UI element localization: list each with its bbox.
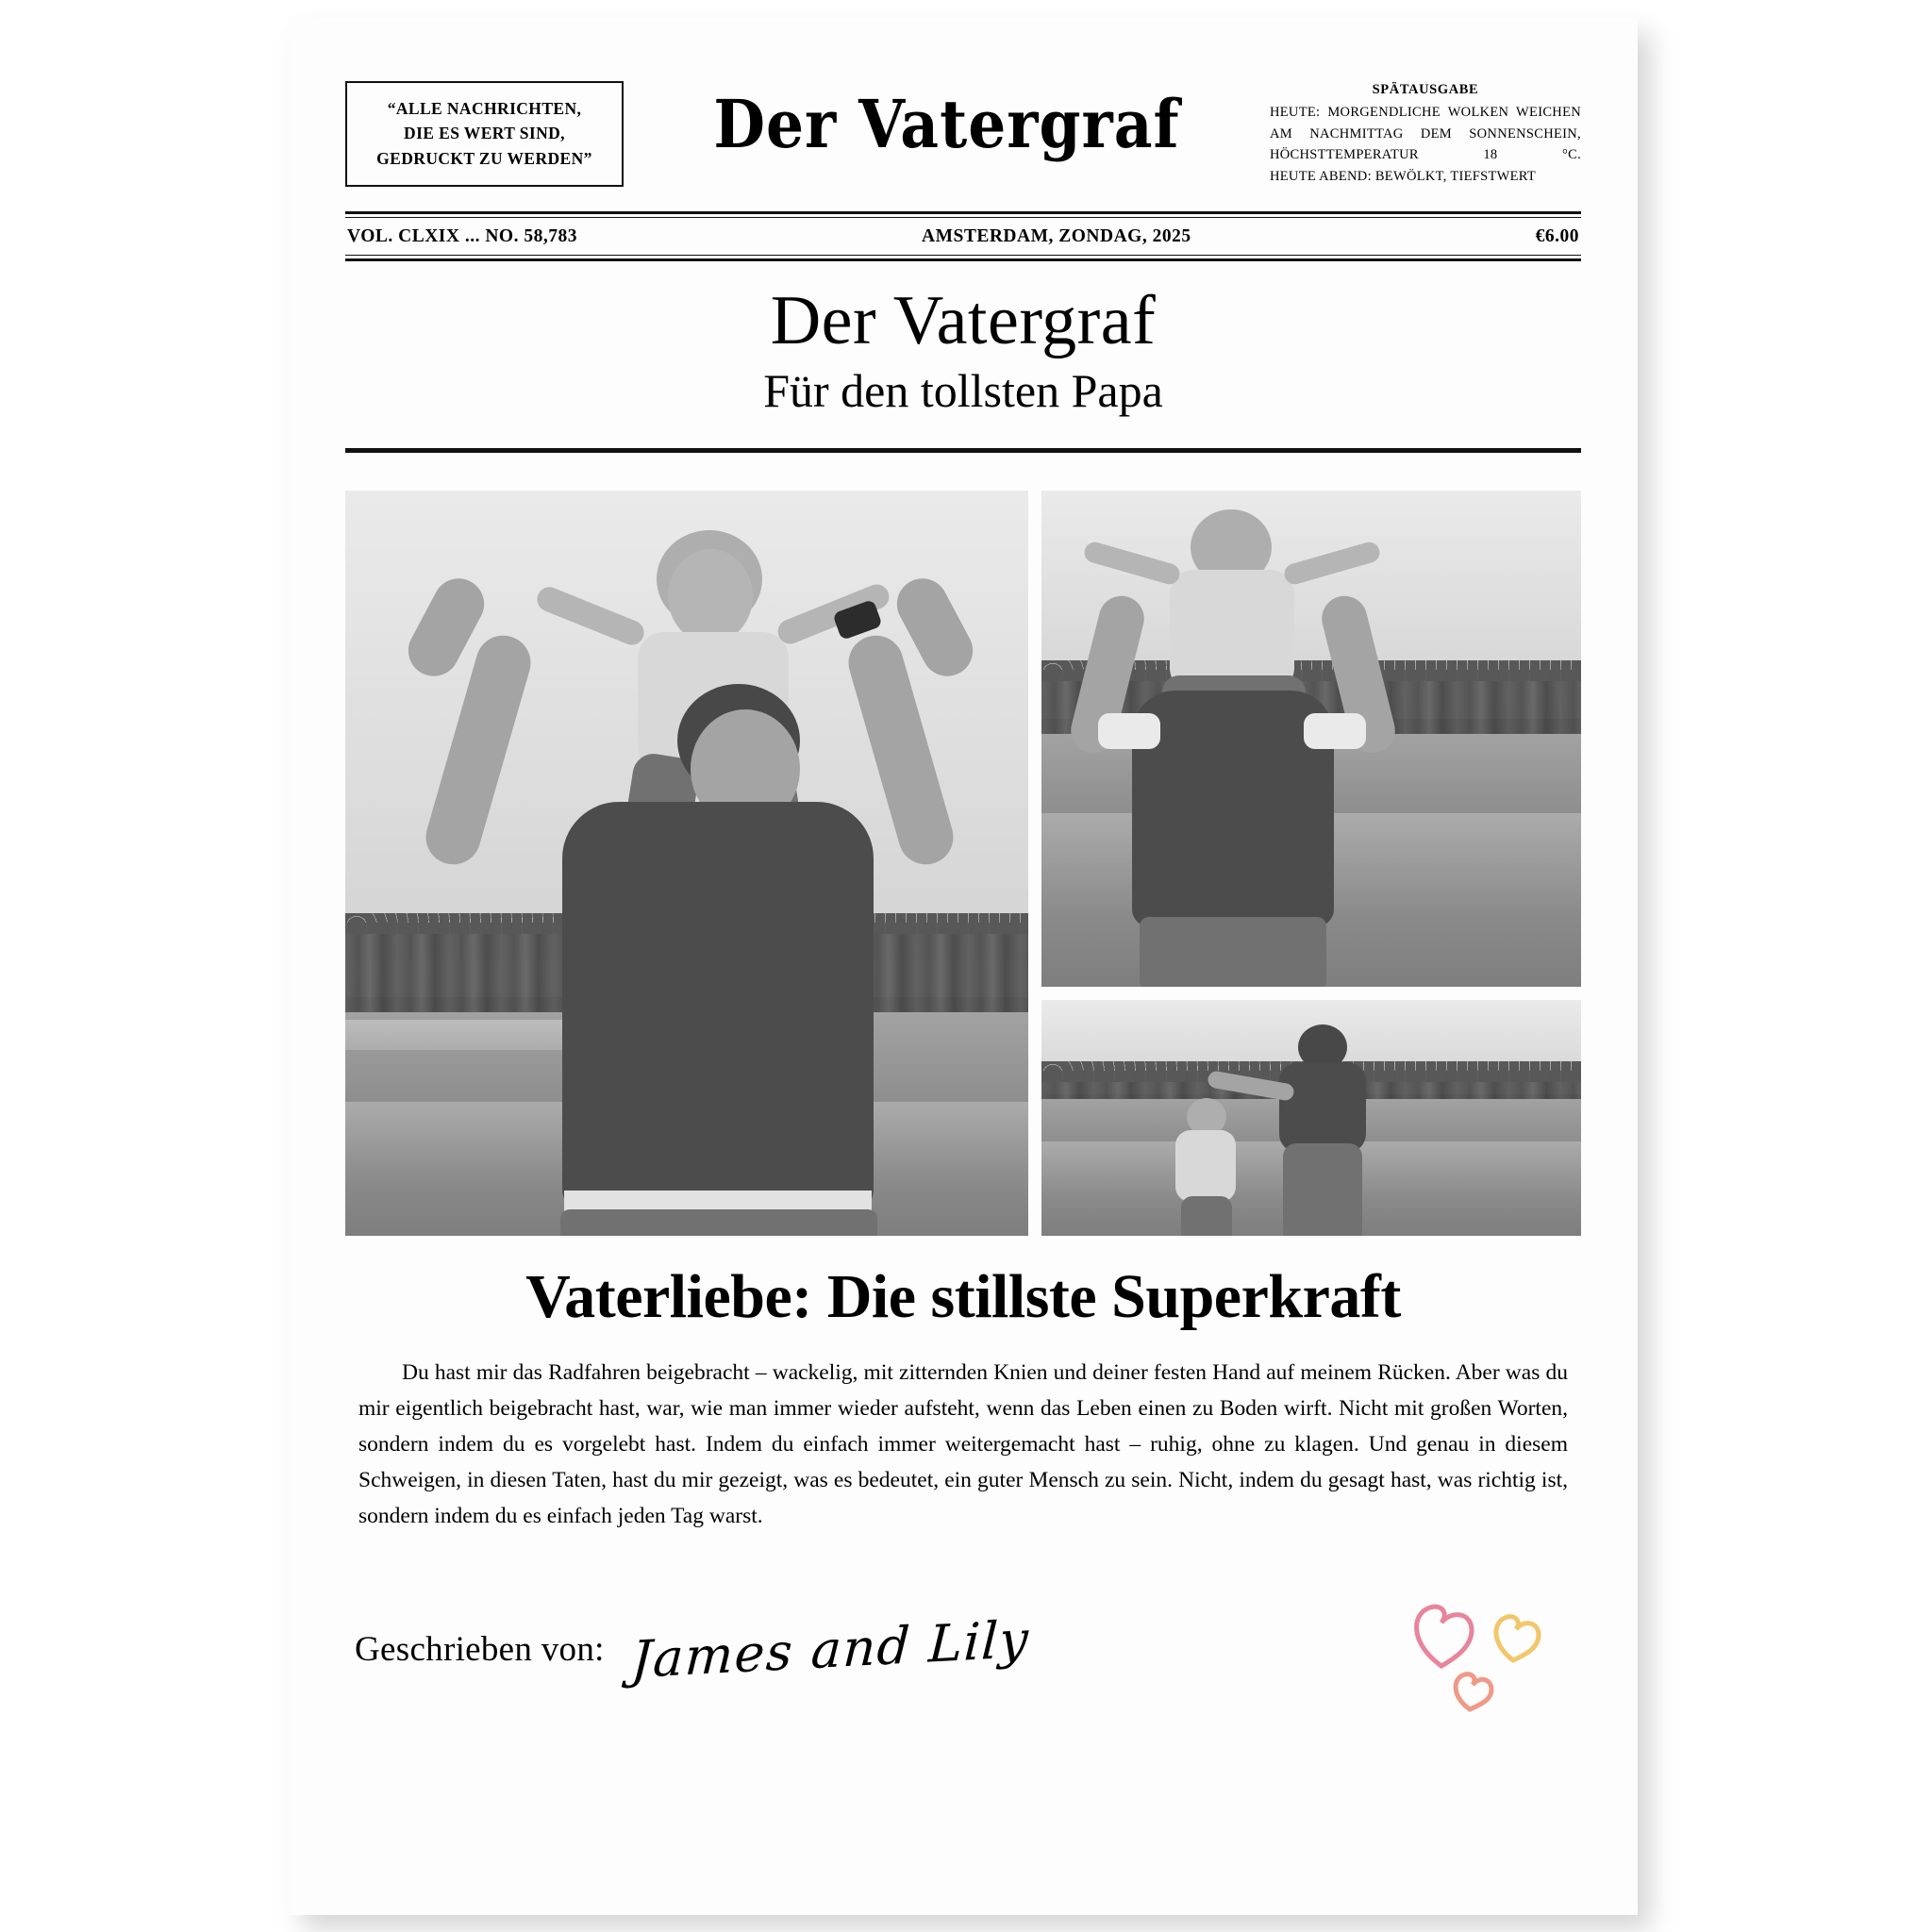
photo-father-and-son-from-behind bbox=[1041, 491, 1581, 987]
signature-row bbox=[345, 1589, 1581, 1711]
article-headline: Vaterliebe: Die stillste Superkraft bbox=[525, 1262, 1401, 1332]
issue-line bbox=[345, 218, 1581, 255]
issue-rule-thin bbox=[345, 255, 1581, 256]
hearts-decoration bbox=[1389, 1585, 1577, 1717]
hearts-svg bbox=[1389, 1585, 1577, 1717]
signature-name: James and Lily bbox=[629, 1609, 1031, 1690]
issue-place-date: AMSTERDAM, ZONDAG, 2025 bbox=[922, 226, 1191, 247]
motto-box bbox=[345, 81, 624, 187]
motto-line-3: GEDRUCKT ZU WERDEN” bbox=[376, 148, 592, 168]
heart-coral-icon bbox=[1456, 1674, 1491, 1709]
weather-line-2: HEUTE ABEND: BEWÖLKT, TIEFSTWERT bbox=[1270, 168, 1537, 184]
newspaper-sheet bbox=[289, 17, 1638, 1915]
weather-line-1: HEUTE: MORGENDLICHE WOLKEN WEICHEN AM NACHMITTAG DEM SONNENSCHEIN, HÖCHSTTEMPERATUR 18 °C. bbox=[1270, 105, 1581, 163]
motto-line-1: “ALLE NACHRICHTEN, bbox=[387, 99, 582, 118]
issue-price: €6.00 bbox=[1535, 226, 1579, 247]
motto-line-2: DIE ES WERT SIND, bbox=[404, 124, 565, 143]
title-rule bbox=[345, 448, 1581, 453]
masthead bbox=[345, 55, 1581, 187]
photo-father-carrying-son-on-shoulders bbox=[345, 491, 1028, 1236]
heart-yellow-icon bbox=[1496, 1617, 1539, 1660]
weather-report bbox=[1270, 66, 1581, 187]
issue-volume: VOL. CLXIX ... NO. 58,783 bbox=[347, 226, 577, 247]
photo-grid bbox=[345, 491, 1581, 1236]
article-body: Du hast mir das Radfahren beigebracht – wackelig, mit zitternden Knien und deiner festen Hand auf meinem Rücken. Aber was du mir eigentlich beigebracht hast, war, wie man immer wieder aufsteht, wenn das Leben einen zu Boden wirft. Nicht mit großen Worten, sondern indem du es vorgelebt hast. Indem du einfach immer weitergemacht hast – ruhig, ohne zu klagen. Und genau in diesem Schweigen, in diesen Taten, hast du mir gezeigt, was es bedeutet, ein guter Mensch zu sein. Nicht, indem du gesagt hast, was richtig ist, sondern indem du es einfach jeden Tag warst. bbox=[358, 1359, 1568, 1528]
page-subtitle: Für den tollsten Papa bbox=[763, 363, 1163, 417]
masthead-rule-thick bbox=[345, 211, 1581, 214]
edition-label: SPÄTAUSGABE bbox=[1372, 82, 1479, 97]
signature-label: Geschrieben von: bbox=[355, 1630, 605, 1670]
page-title: Der Vatergraf bbox=[770, 282, 1157, 360]
masthead-gothic-title: Der Vatergraf bbox=[713, 85, 1180, 164]
title-block bbox=[345, 261, 1581, 435]
heart-pink-icon bbox=[1417, 1607, 1472, 1666]
photo-father-and-son-walking-hand-in-hand bbox=[1041, 1000, 1581, 1236]
